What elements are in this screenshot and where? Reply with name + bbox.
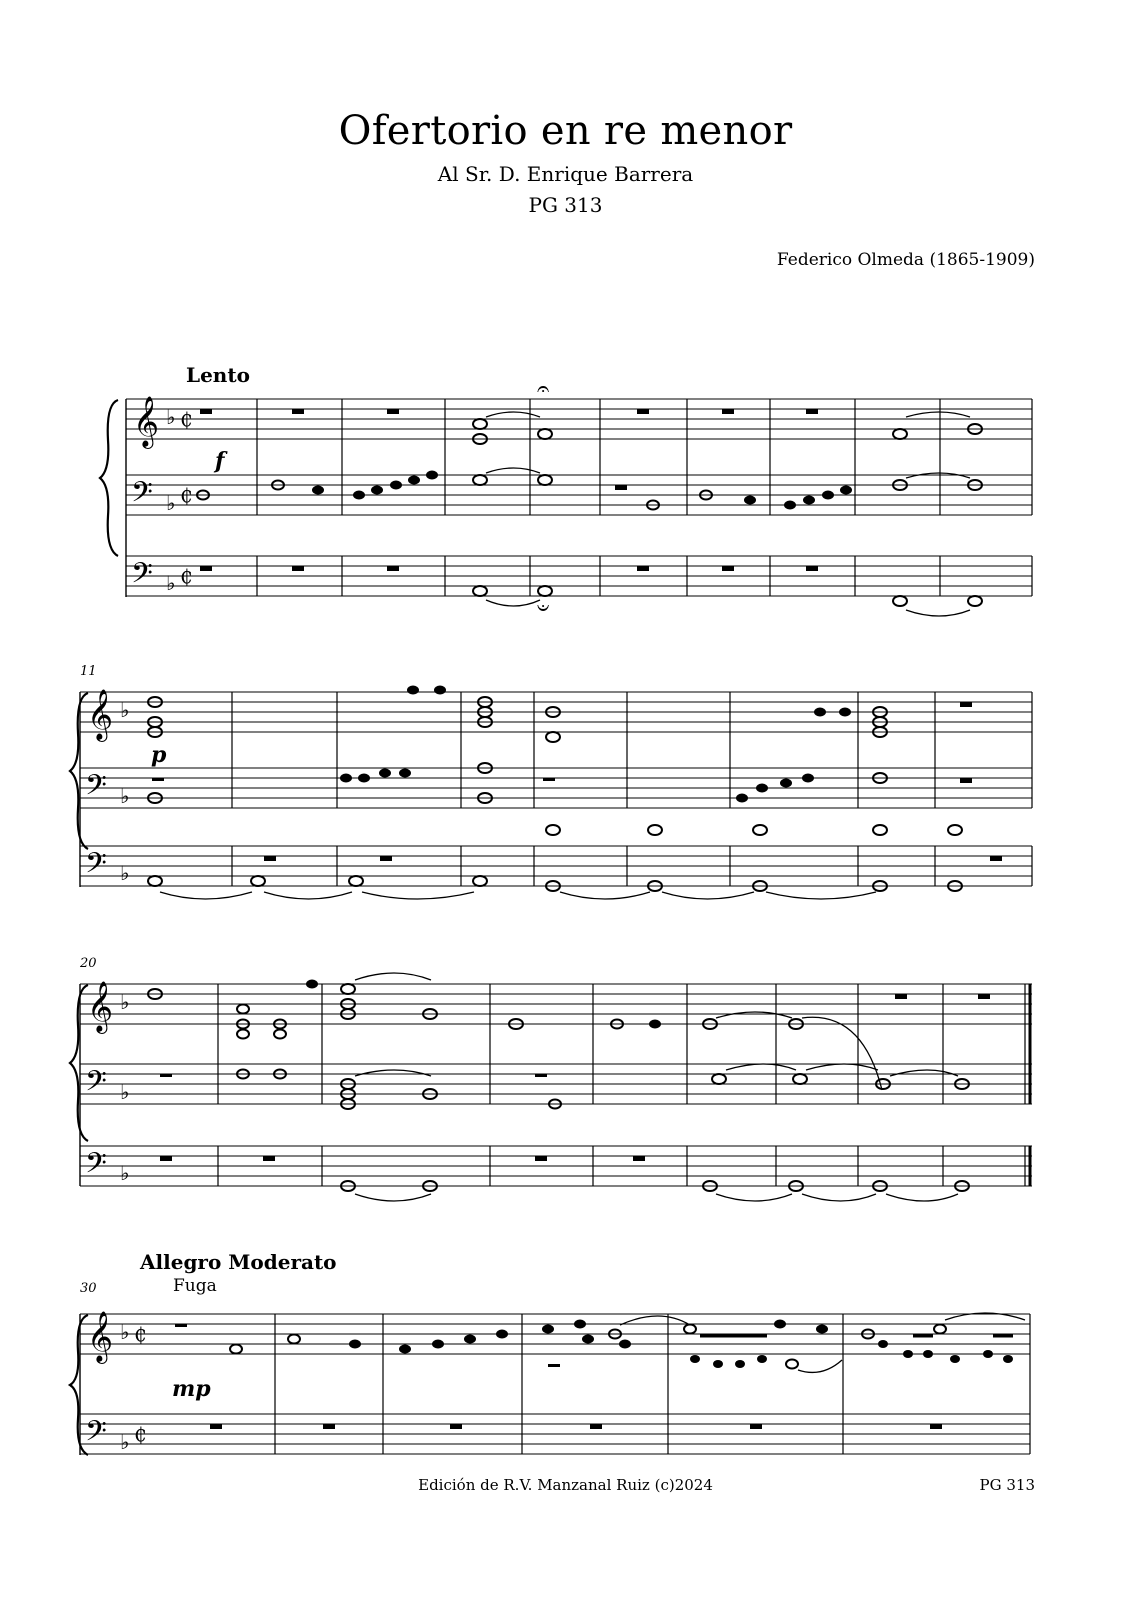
- staff-treble: [126, 399, 1032, 439]
- measure-number-30: 30: [80, 1281, 97, 1296]
- cut-time-icon: ₵: [134, 1322, 147, 1346]
- dedication: Al Sr. D. Enrique Barrera: [437, 162, 694, 186]
- brace: [100, 400, 118, 556]
- flat-icon: ♭: [120, 1080, 130, 1104]
- measure-number-11: 11: [80, 664, 97, 679]
- flat-icon: ♭: [120, 1430, 130, 1454]
- bass-clef-icon: 𝄢: [131, 557, 153, 597]
- composer: Federico Olmeda (1865-1909): [776, 250, 1035, 270]
- staff-treble: [80, 984, 1032, 1024]
- tempo-marking-allegro: Allegro Moderato: [140, 1250, 337, 1274]
- flat-icon: ♭: [120, 784, 130, 808]
- treble-clef-icon: 𝄞: [87, 1311, 114, 1362]
- bass-clef-icon: 𝄢: [131, 476, 153, 516]
- flat-icon: ♭: [120, 861, 130, 885]
- catalog-number: PG 313: [528, 193, 603, 217]
- staff-pedal: [126, 556, 1032, 596]
- system-4: [70, 1311, 1030, 1455]
- measure-number-20: 20: [80, 956, 97, 971]
- fermata-icon: 𝄑: [537, 596, 550, 621]
- bass-clef-icon: 𝄢: [85, 1147, 107, 1187]
- flat-icon: ♭: [120, 990, 130, 1014]
- section-subtitle-fuga: Fuga: [173, 1276, 217, 1296]
- bass-clef-icon: 𝄢: [85, 1065, 107, 1105]
- tempo-marking-lento: Lento: [186, 363, 250, 387]
- staff-pedal: [80, 846, 1032, 886]
- flat-icon: ♭: [166, 571, 176, 595]
- edition-credit: Edición de R.V. Manzanal Ruiz (c)2024: [418, 1476, 713, 1494]
- staff-treble: [80, 692, 1032, 732]
- staff-pedal: [80, 1146, 1032, 1186]
- staff-bass-manual: [80, 768, 1032, 808]
- treble-clef-icon: 𝄞: [87, 981, 114, 1032]
- dynamic-forte: f: [215, 448, 225, 474]
- cut-time-icon: ₵: [180, 564, 193, 588]
- flat-icon: ♭: [120, 698, 130, 722]
- piece-title: Ofertorio en re menor: [338, 108, 793, 154]
- flat-icon: ♭: [166, 405, 176, 429]
- cut-time-icon: ₵: [180, 483, 193, 507]
- staff-treble: [80, 1314, 1030, 1354]
- system-3: [70, 973, 1032, 1201]
- cut-time-icon: ₵: [180, 407, 193, 431]
- bass-clef-icon: 𝄢: [85, 1415, 107, 1455]
- dynamic-mezzo-piano: mp: [172, 1376, 211, 1402]
- bass-clef-icon: 𝄢: [85, 769, 107, 809]
- fermata-icon: 𝄐: [537, 377, 550, 402]
- brace: [70, 985, 88, 1141]
- page-code: PG 313: [979, 1476, 1035, 1494]
- dynamic-piano: p: [151, 742, 167, 768]
- treble-clef-icon: 𝄞: [87, 689, 114, 740]
- flat-icon: ♭: [166, 491, 176, 515]
- staff-bass-manual: [80, 1414, 1030, 1454]
- bass-clef-icon: 𝄢: [85, 847, 107, 887]
- system-1: [100, 377, 1032, 621]
- treble-clef-icon: 𝄞: [133, 396, 160, 447]
- flat-icon: ♭: [120, 1320, 130, 1344]
- system-2: [70, 686, 1032, 900]
- flat-icon: ♭: [120, 1161, 130, 1185]
- cut-time-icon: ₵: [134, 1422, 147, 1446]
